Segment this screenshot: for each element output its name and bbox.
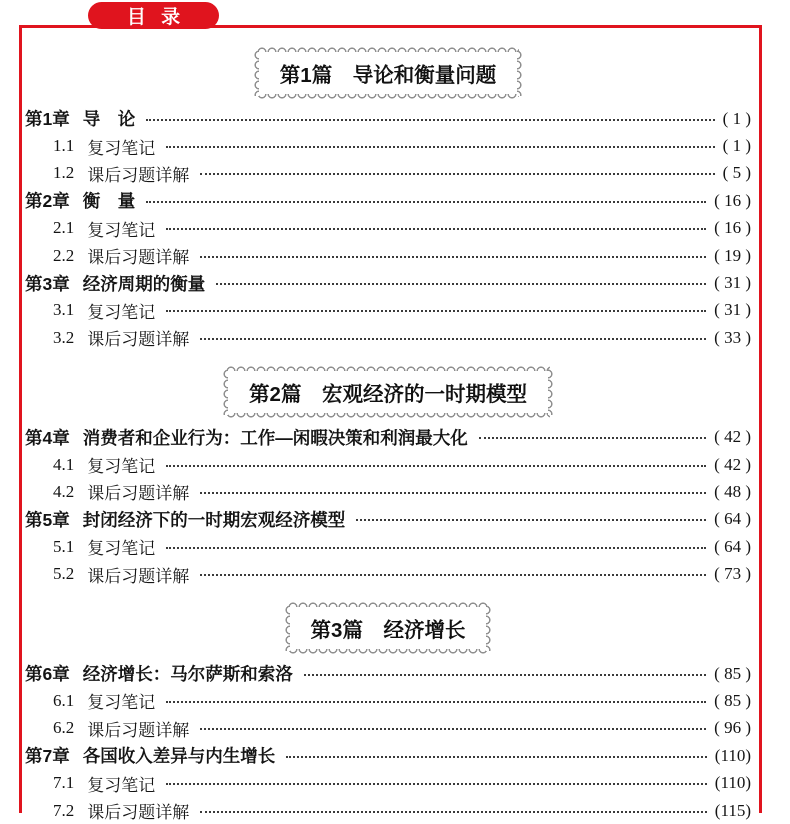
scallop-border-top (226, 364, 550, 371)
toc-entry-page: ( 19 ) (714, 245, 751, 265)
scallop-border-top (257, 45, 519, 52)
toc-row[interactable] (25, 660, 751, 687)
toc-entry-title: 复习笔记 (87, 539, 156, 559)
scallop-border-top (288, 600, 489, 607)
dot-leader (304, 674, 706, 676)
section-banner-wrap (25, 45, 751, 101)
section-banner-wrap (25, 600, 751, 656)
page-frame (19, 25, 762, 822)
toc-row[interactable] (25, 324, 751, 351)
scallop-border-left (283, 605, 290, 651)
toc-entry-page: ( 64 ) (714, 536, 751, 556)
dot-leader (166, 146, 714, 148)
dot-leader (200, 338, 706, 340)
toc-row[interactable] (25, 215, 751, 242)
toc-entry-number: 5.1 (53, 536, 75, 556)
toc-entry-page: (110) (714, 773, 751, 793)
section-banner-text: 第2篇 宏观经济的一时期模型 (249, 382, 527, 406)
toc-row[interactable] (25, 424, 751, 451)
toc-entry-title: 复习笔记 (87, 138, 156, 158)
section-banner (221, 364, 555, 420)
toc-entry-number: 第5章 (25, 509, 70, 530)
toc-entry-page: ( 1 ) (722, 108, 751, 128)
section-rows (25, 660, 751, 824)
toc-entry-page: ( 31 ) (714, 300, 751, 320)
section-banner-wrap (25, 364, 751, 420)
toc-entry-number: 3.2 (53, 327, 75, 347)
toc-entry-page: ( 16 ) (714, 190, 751, 210)
dot-leader (146, 201, 706, 203)
dot-leader (356, 519, 706, 521)
toc-entry-title: 各国收入差异与内生增长 (82, 746, 276, 767)
toc-entry-page: ( 64 ) (714, 509, 751, 529)
toc-entry-number: 第4章 (25, 427, 70, 448)
dot-leader (200, 173, 714, 175)
scallop-border-right (486, 605, 493, 651)
toc-entry-page: ( 5 ) (722, 163, 751, 183)
toc-entry-title: 消费者和企业行为：工作—闲暇决策和利润最大化 (82, 427, 468, 448)
toc-section (25, 364, 751, 588)
dot-leader (200, 728, 706, 730)
dot-leader (146, 119, 714, 121)
toc-entry-number: 6.2 (53, 718, 75, 738)
dot-leader (166, 310, 706, 312)
toc-entry-title: 课后习题详解 (87, 720, 190, 740)
toc-entry-page: ( 31 ) (714, 273, 751, 293)
scallop-border-right (548, 369, 555, 415)
toc-entry-page: ( 48 ) (714, 481, 751, 501)
toc-row[interactable] (25, 715, 751, 742)
toc-entry-page: ( 85 ) (714, 663, 751, 683)
toc-entry-number: 1.2 (53, 163, 75, 183)
toc-entry-title: 经济增长：马尔萨斯和索洛 (82, 664, 293, 685)
toc-row[interactable] (25, 742, 751, 769)
toc-badge: 目 录 (88, 2, 219, 29)
toc-entry-number: 4.2 (53, 481, 75, 501)
toc-entry-title: 衡 量 (82, 191, 136, 212)
toc-row[interactable] (25, 769, 751, 796)
toc-entry-title: 复习笔记 (87, 302, 156, 322)
toc-entry-title: 封闭经济下的一时期宏观经济模型 (82, 509, 346, 530)
dot-leader (200, 574, 706, 576)
toc-entry-page: (110) (714, 745, 751, 765)
toc-row[interactable] (25, 187, 751, 214)
toc-entry-page: ( 33 ) (714, 327, 751, 347)
toc-entry-number: 7.1 (53, 773, 75, 793)
dot-leader (200, 256, 706, 258)
toc-entry-title: 导 论 (82, 109, 136, 130)
toc-row[interactable] (25, 478, 751, 505)
toc-entry-page: ( 1 ) (722, 136, 751, 156)
toc-entry-number: 1.1 (53, 136, 75, 156)
dot-leader (216, 283, 706, 285)
toc-row[interactable] (25, 687, 751, 714)
toc-entry-page: ( 85 ) (714, 690, 751, 710)
toc-entry-number: 6.1 (53, 690, 75, 710)
toc-row[interactable] (25, 160, 751, 187)
toc-row[interactable] (25, 132, 751, 159)
toc-entry-number: 4.1 (53, 454, 75, 474)
scallop-border-bottom (257, 94, 519, 101)
toc-entry-number: 7.2 (53, 800, 75, 820)
toc-row[interactable] (25, 297, 751, 324)
toc-entry-title: 课后习题详解 (87, 165, 190, 185)
section-banner-text: 第1篇 导论和衡量问题 (279, 64, 497, 87)
section-rows (25, 105, 751, 352)
toc-entry-title: 复习笔记 (87, 775, 156, 795)
toc-entry-page: ( 16 ) (714, 218, 751, 238)
dot-leader (166, 701, 706, 703)
toc-entry-page: ( 96 ) (714, 718, 751, 738)
toc-entry-title: 课后习题详解 (87, 803, 190, 822)
dot-leader (200, 811, 707, 813)
toc-entry-title: 课后习题详解 (87, 248, 190, 268)
toc-entry-number: 第2章 (25, 191, 70, 212)
toc-section (25, 600, 751, 824)
toc-entry-number: 第1章 (25, 109, 70, 130)
toc-entry-title: 复习笔记 (87, 693, 156, 713)
section-banner (252, 45, 524, 101)
toc-row[interactable] (25, 105, 751, 132)
scallop-border-right (517, 50, 524, 96)
toc-entry-page: (115) (714, 800, 751, 820)
toc-entry-number: 第6章 (25, 664, 70, 685)
dot-leader (286, 756, 707, 758)
dot-leader (166, 228, 706, 230)
toc-row[interactable] (25, 451, 751, 478)
toc-row[interactable] (25, 560, 751, 587)
dot-leader (166, 547, 706, 549)
toc-content (22, 45, 759, 824)
toc-entry-number: 第7章 (25, 746, 70, 767)
toc-row[interactable] (25, 269, 751, 296)
toc-entry-page: ( 42 ) (714, 427, 751, 447)
section-banner-text: 第3篇 经济增长 (310, 618, 466, 642)
scallop-border-bottom (226, 413, 550, 420)
toc-entry-page: ( 42 ) (714, 454, 751, 474)
toc-entry-page: ( 73 ) (714, 564, 751, 584)
toc-entry-number: 第3章 (25, 273, 70, 294)
toc-entry-title: 课后习题详解 (87, 566, 190, 586)
toc-entry-number: 2.2 (53, 245, 75, 265)
scallop-border-bottom (288, 649, 489, 656)
toc-section (25, 45, 751, 352)
scallop-border-left (221, 369, 228, 415)
section-rows (25, 424, 751, 588)
toc-entry-title: 课后习题详解 (87, 484, 190, 504)
toc-entry-title: 复习笔记 (87, 220, 156, 240)
toc-row[interactable] (25, 533, 751, 560)
dot-leader (479, 437, 706, 439)
scallop-border-left (252, 50, 259, 96)
dot-leader (166, 783, 707, 785)
section-banner (283, 600, 494, 656)
toc-row[interactable] (25, 242, 751, 269)
toc-entry-title: 经济周期的衡量 (82, 273, 206, 294)
toc-entry-number: 3.1 (53, 300, 75, 320)
toc-entry-number: 5.2 (53, 564, 75, 584)
toc-entry-title: 课后习题详解 (87, 330, 190, 350)
toc-entry-number: 2.1 (53, 218, 75, 238)
dot-leader (166, 465, 706, 467)
dot-leader (200, 492, 706, 494)
toc-row[interactable] (25, 506, 751, 533)
toc-entry-title: 复习笔记 (87, 457, 156, 477)
toc-row[interactable] (25, 797, 751, 824)
